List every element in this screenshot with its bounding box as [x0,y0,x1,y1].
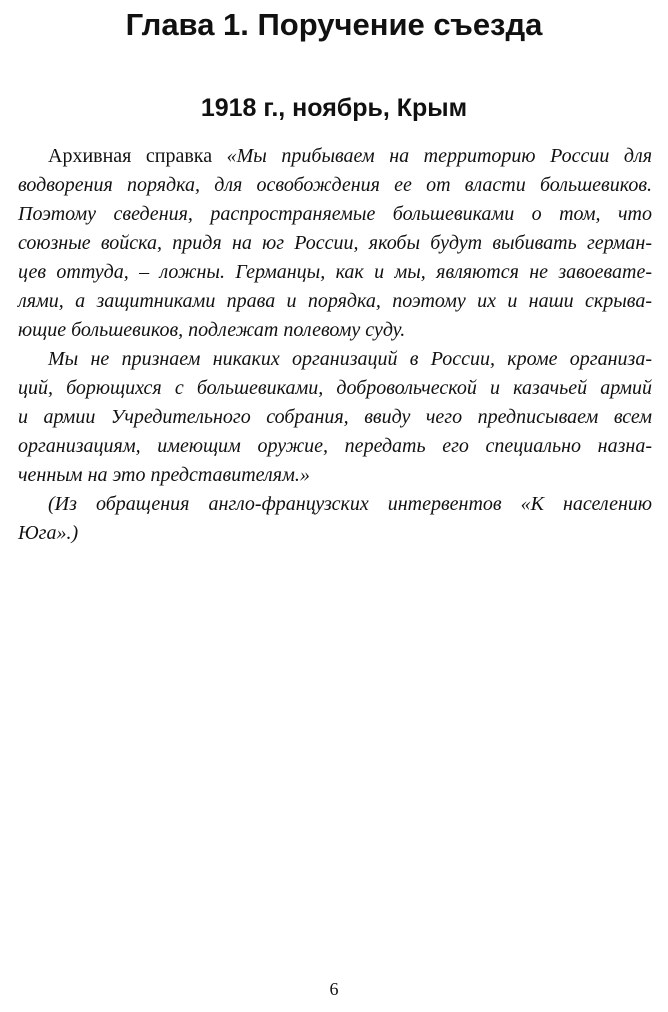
text-line: цев оттуда, – ложны. Германцы, как и мы, являются не завоевате- [18,261,652,283]
source-citation [18,490,652,548]
paragraph-2 [18,345,652,490]
text-line: ченным на это представителям.» [18,464,310,486]
text-line: союзные войска, придя на юг России, якобы будут выбивать герман- [18,232,652,254]
text-line: и армии Учредительного собрания, ввиду чего предписываем всем [18,406,652,428]
text-line: Юга».) [18,522,79,544]
text-line: Мы не признаем никаких организаций в России, кроме организа- [48,348,652,370]
text-line [18,142,652,171]
text-line: Поэтому сведения, распространяемые большевиками о том, что [18,203,652,225]
text-line: водворения порядка, для освобождения ее от власти большевиков. [18,174,652,196]
section-title: 1918 г., ноябрь, Крым [200,94,468,122]
archive-note-label: Архивная справка [48,145,227,167]
text-line: ющие большевиков, подлежат полевому суду. [18,319,406,341]
paragraph-1 [18,142,652,345]
body-text [18,142,652,548]
text-line: организациям, имеющим оружие, передать его специально назна- [18,435,652,457]
text-line: (Из обращения англо-французских интервентов «К населению [48,493,652,515]
page-number: 6 [329,979,339,999]
chapter-title: Глава 1. Поручение съезда [125,7,543,42]
text-line: ций, борющихся с большевиками, добровольческой и казачьей армий [18,377,652,399]
text-line: лями, а защитниками права и порядка, поэтому их и наши скрыва- [18,290,652,312]
quote-text: «Мы прибываем на территорию России для [226,145,652,167]
